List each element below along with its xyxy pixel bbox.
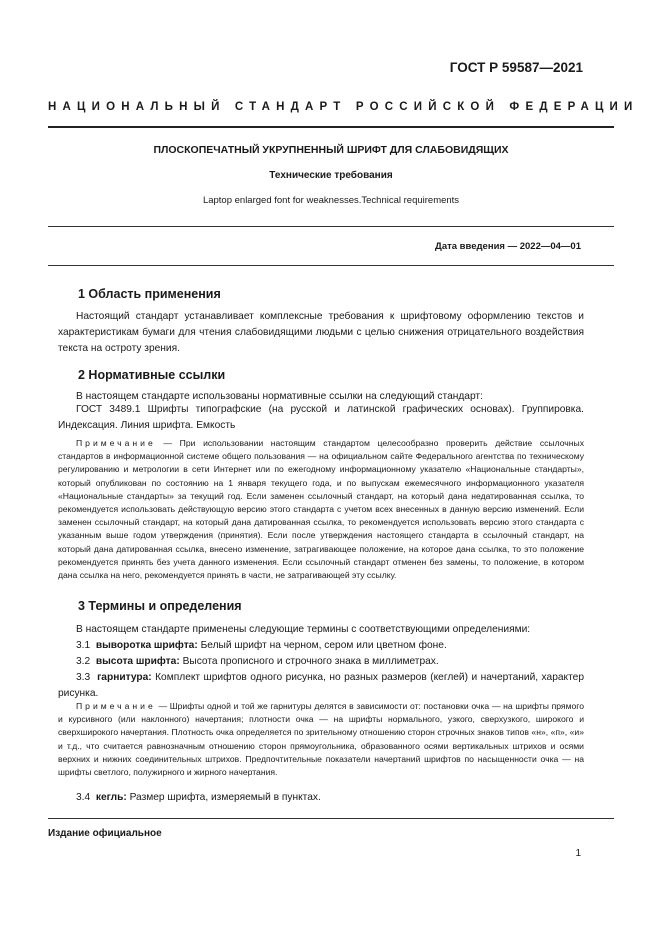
document-subtitle: Технические требования <box>269 170 393 181</box>
section-2-heading: 2 Нормативные ссылки <box>78 368 226 382</box>
term-number: 3.1 <box>76 640 91 651</box>
section-3-intro: В настоящем стандарте применены следующие термины с соответствующими определениями: <box>76 624 531 635</box>
term-definition: Комплект шрифтов одного рисунка, но разных размеров (кеглей) и начертаний, характер рисунка. <box>58 672 584 699</box>
english-title: Laptop enlarged font for weaknesses.Technical requirements <box>202 195 460 206</box>
section-3-heading: 3 Термины и определения <box>78 599 242 613</box>
term-3-3 <box>58 670 584 702</box>
note-label: Примечание <box>76 701 156 711</box>
title-divider-top <box>48 226 614 227</box>
term-3-4 <box>58 790 584 806</box>
official-edition-label: Издание официальное <box>48 828 162 839</box>
section-3-note <box>58 700 584 779</box>
note-label: Примечание <box>76 438 156 448</box>
section-1-text: Настоящий стандарт устанавливает комплексные требования к шрифтовому оформлению текстов и характеристикам бумаги для чтения слабовидящими людьми с целью снижения отрицательного воздействия текста на остроту зрения. <box>58 311 584 354</box>
national-standard-heading: НАЦИОНАЛЬНЫЙ СТАНДАРТ РОССИЙСКОЙ ФЕДЕРАЦИИ <box>48 101 639 113</box>
page-number: 1 <box>575 848 581 859</box>
section-2-reference: ГОСТ 3489.1 Шрифты типографские (на русской и латинской графических основах). Группировка. Индексация. Линия шрифта. Емкость <box>58 404 584 431</box>
document-title: ПЛОСКОПЕЧАТНЫЙ УКРУПНЕННЫЙ ШРИФТ ДЛЯ СЛАБОВИДЯЩИХ <box>153 144 509 156</box>
term-number: 3.3 <box>76 672 91 683</box>
introduction-date: Дата введения — 2022—04—01 <box>435 241 581 252</box>
section-1-heading: 1 Область применения <box>78 287 221 301</box>
term-name: гарнитура: <box>97 672 152 683</box>
term-name: выворотка шрифта: <box>95 640 198 651</box>
section-2-intro: В настоящем стандарте использованы нормативные ссылки на следующий стандарт: <box>76 391 483 402</box>
term-number: 3.2 <box>76 656 91 667</box>
term-definition: Размер шрифта, измеряемый в пунктах. <box>129 792 321 803</box>
term-3-1 <box>58 638 584 654</box>
term-number: 3.4 <box>76 792 91 803</box>
header-divider <box>48 126 614 128</box>
note-text: — Шрифты одной и той же гарнитуры делятся в зависимости от: постановки очка — на шрифты прямого и курсивного (или наклонного) начертания; плотности очка — на шрифты нормального, узкого, сверхузкого, широкого и сверхширокого начертания. Плотность очка определяется по зрительному отношению сторон строчных знаков типов «н», «п», «и» и т.д., что считается равнозначным отношению сторон прямоугольника, образованного осями вертикальных штрихов и осями верхних и нижних соединительных штрихов. Предпочтительные показатели начертаний шрифтов по насыщенности очка — на шрифты светлого, полужирного и жирного начертания. <box>58 701 584 778</box>
title-divider-bottom <box>48 265 614 266</box>
term-name: кегль: <box>95 792 127 803</box>
term-definition: Высота прописного и строчного знака в миллиметрах. <box>182 656 439 667</box>
term-definition: Белый шрифт на черном, сером или цветном фоне. <box>200 640 447 651</box>
section-2-note <box>58 437 584 582</box>
note-text: — При использовании настоящим стандартом целесообразно проверить действие ссылочных стандартов в информационной системе общего пользования — на официальном сайте Федерального агентства по техническому регулированию и метрологии в сети Интернет или по ежегодному информационному указателю «Национальные стандарты», который опубликован по состоянию на 1 января текущего года, и по выпускам ежемесячного информационного указателя «Национальные стандарты» за текущий год. Если заменен ссылочный стандарт, на который дана недатированная ссылка, то рекомендуется использовать действующую версию этого стандарта с учетом всех внесенных в данную версию изменений. Если заменен ссылочный стандарт, на который дана датированная ссылка, то рекомендуется использовать версию этого стандарта с указанным выше годом утверждения (принятия). Если после утверждения настоящего стандарта в ссылочный стандарт, на который дана датированная ссылка, внесено изменение, затрагивающее положение, на которое дана ссылка, то это положение рекомендуется принять без учета данного изменения. Если ссылочный стандарт отменен без замены, то положение, в котором дана ссылка на него, рекомендуется принять в части, не затрагивающей эту ссылку. <box>58 438 584 581</box>
document-number: ГОСТ Р 59587—2021 <box>449 60 583 75</box>
term-name: высота шрифта: <box>95 656 180 667</box>
term-3-2 <box>58 654 584 670</box>
footer-divider <box>48 818 614 819</box>
